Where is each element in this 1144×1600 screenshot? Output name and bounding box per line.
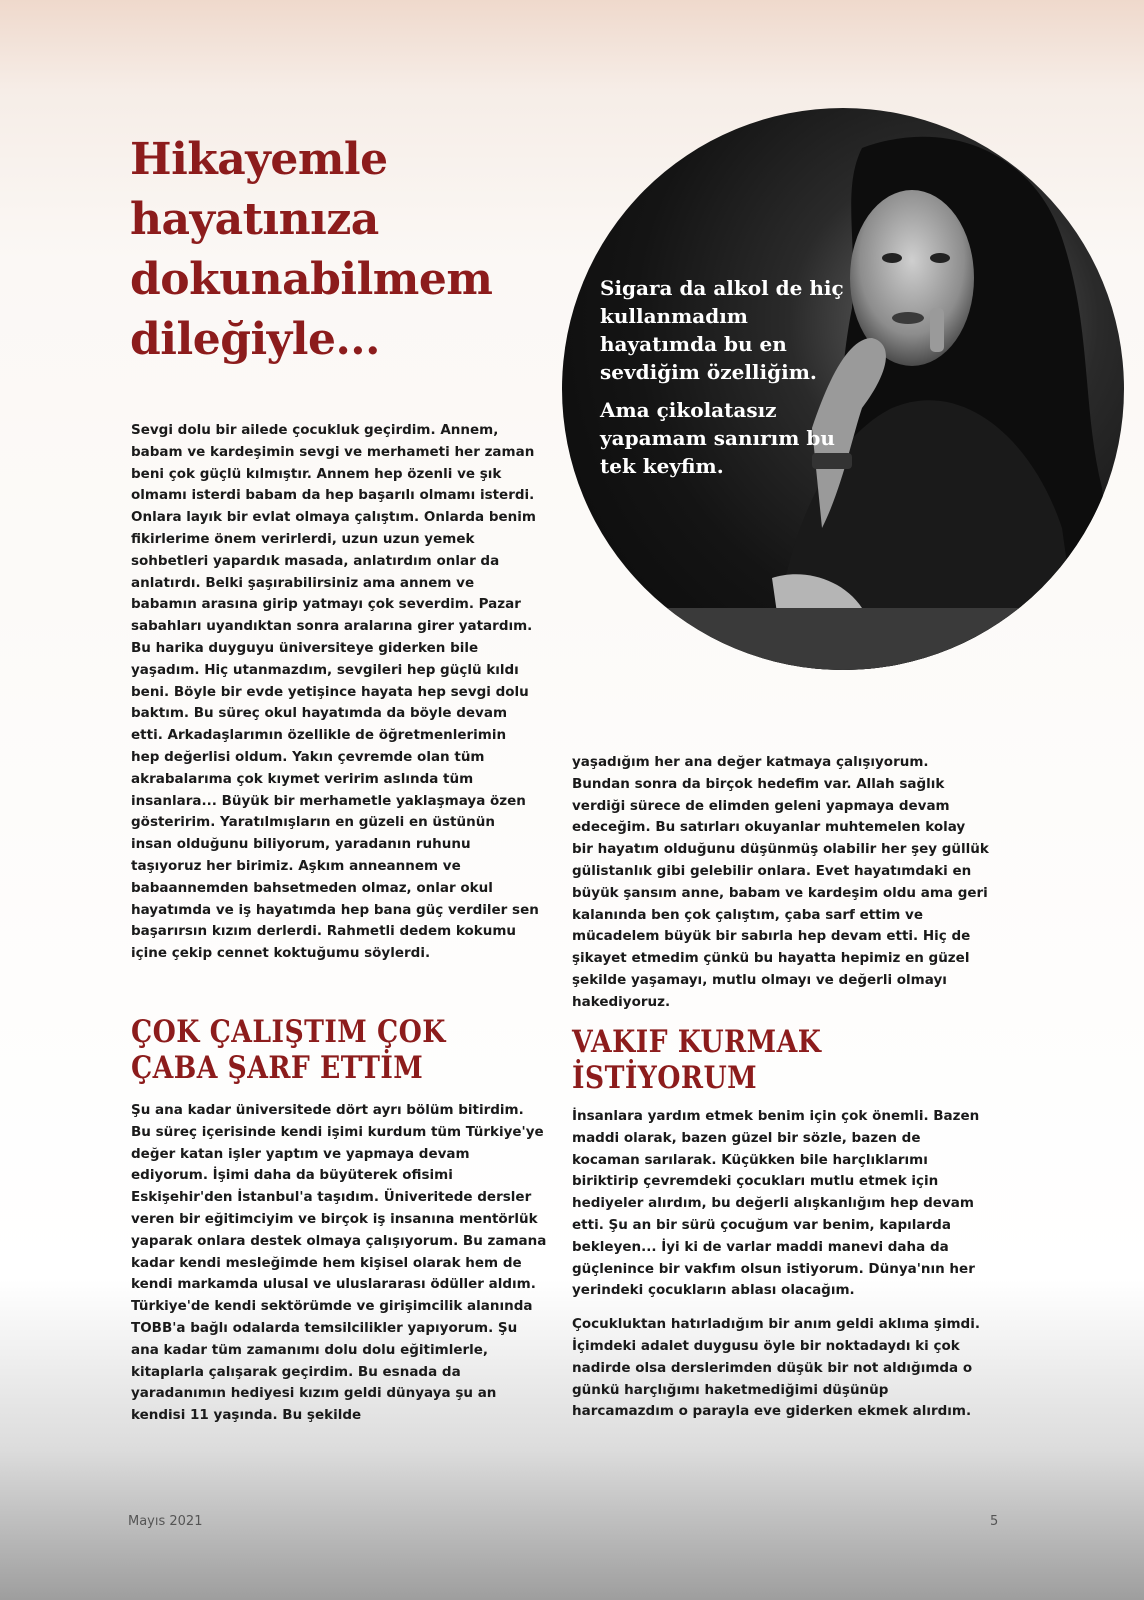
- section-2-text-1: İnsanlara yardım etmek benim için çok önemli. Bazen maddi olarak, bazen güzel bir sözle, bazen de kocaman sarılarak. Küçükken bile harçlıklarımı biriktirip çevremdeki çocukları mutlu etmek için hediyeler alırdım, bu değerli alışkanlığım hep devam etti. Şu an bir sürü çocuğum var benim, kapılarda bekleyen... İyi ki de varlar maddi manevi daha da güçlenince bir vakfım olsun istiyorum. Dünya'nın her yerindeki çocukların ablası olacağım.: [572, 1108, 980, 1299]
- section-2-text-2: Çocukluktan hatırladığım bir anım geldi aklıma şimdi. İçimdeki adalet duygusu öyle bir noktadaydı ki çok nadirde olsa derslerimden düşük bir not aldığımda o günkü harçlığımı haketmediğimi düşünüp harcamazdım o parayla eve giderken ekmek alırdım.: [572, 1316, 980, 1420]
- section-1-text: Şu ana kadar üniversitede dört ayrı bölüm bitirdim. Bu süreç içerisinde kendi işimi kurdum tüm Türkiye'ye değer katan işler yaptım ve yapmaya devam ediyorum. İşimi daha da büyüterek ofisimi Eskişehir'den İstanbul'a taşıdım. Üniveritede dersler veren bir eğitimciyim ve birçok iş insanına mentörlük yaparak onlara destek olmaya çalışıyorum. Bu zamana kadar kendi mesleğimde hem kişisel olarak hem de kendi markamda ulusal ve uluslararası ödüller aldım. Türkiye'de kendi sektörümde ve girişimcilik alanında TOBB'a bağlı odalarda temsilcilikler yapıyorum. Şu ana kadar tüm zamanımı dolu dolu eğitimlerle, kitaplarla çalışarak geçirdim. Bu esnada da yaradanımın hediyesi kızım geldi dünyaya şu an kendisi 11 yaşında. Bu şekilde: [131, 1102, 547, 1424]
- page-number: 5: [990, 1514, 999, 1529]
- section-1-paragraph: [131, 1100, 547, 1427]
- footer-date: Mayıs 2021: [128, 1514, 203, 1529]
- intro-text: Sevgi dolu bir ailede çocukluk geçirdim. Annem, babam ve kardeşimin sevgi ve merhameti her zaman beni çok güçlü kılmıştır. Annem hep özenli ve şık olmamı isterdi babam da hep başarılı olmamı isterdi. Onlara layık bir evlat olmaya çalıştım. Onlarda benim fikirlerime önem verirlerdi, uzun uzun yemek sohbetleri yapardık masada, anlatırdım onlar da anlatırdı. Belki şaşırabilirsiniz ama annem ve babamın arasına girip yatmayı çok severdim. Pazar sabahları uyandıktan sonra aralarına girer yatardım. Bu harika duyguyu üniversiteye giderken bile yaşadım. Hiç utanmazdım, sevgileri hep güçlü kıldı beni. Böyle bir evde yetişince hayata hep sevgi dolu baktım. Bu süreç okul hayatımda da böyle devam etti. Arkadaşlarımın özellikle de öğretmenlerimin hep değerlisi oldum. Yakın çevremde olan tüm akrabalarıma çok kıymet veririm aslında tüm insanlara... Büyük bir merhametle yaklaşmaya özen gösteririm. Yaratılmışların en güzeli en üstünün insan olduğunu biliyorum, yaradanın ruhunu taşıyoruz her birimiz. Aşkım anneannem ve babaannemden bahsetmeden olmaz, onlar okul hayatımda ve iş hayatımda hep bana güç verdiler sen başarırsın kızım derlerdi. Rahmetli dedem kokumu içine çekip cennet koktuğumu söylerdi.: [131, 422, 539, 962]
- section-2-paragraph: [572, 1106, 982, 1423]
- intro-paragraph: [131, 420, 539, 965]
- article-title: Hikayemle hayatınıza dokunabilmem dileğiyle...: [130, 134, 493, 365]
- pull-quote-line-1: Sigara da alkol de hiç kullanmadım hayatımda bu en sevdiğim özelliğim.: [600, 276, 844, 384]
- pull-quote-line-2: Ama çikolatasız yapamam sanırım bu tek keyfim.: [600, 398, 835, 478]
- section-heading-2: VAKIF KURMAK İSTİYORUM: [572, 1024, 822, 1096]
- pull-quote: [600, 274, 850, 490]
- continuation-paragraph: [572, 752, 990, 1014]
- section-heading-1: ÇOK ÇALIŞTIM ÇOK ÇABA ŞARF ETTİM: [131, 1014, 446, 1086]
- continuation-text: yaşadığım her ana değer katmaya çalışıyorum. Bundan sonra da birçok hedefim var. Allah sağlık verdiği sürece de elimden geleni yapmaya devam edeceğim. Bu satırları okuyanlar muhtemelen kolay bir hayatım olduğunu düşünmüş olabilir her şey güllük gülistanlık gibi gelebilir onlara. Evet hayatımdaki en büyük şansım anne, babam ve kardeşim oldu ama geri kalanında ben çok çalıştım, çaba sarf ettim ve mücadelem büyük bir sabırla hep devam etti. Hiç de şikayet etmedim çünkü bu hayatta hepimiz en güzel şekilde yaşamayı, mutlu olmayı ve değerli olmayı hakediyoruz.: [572, 754, 989, 1010]
